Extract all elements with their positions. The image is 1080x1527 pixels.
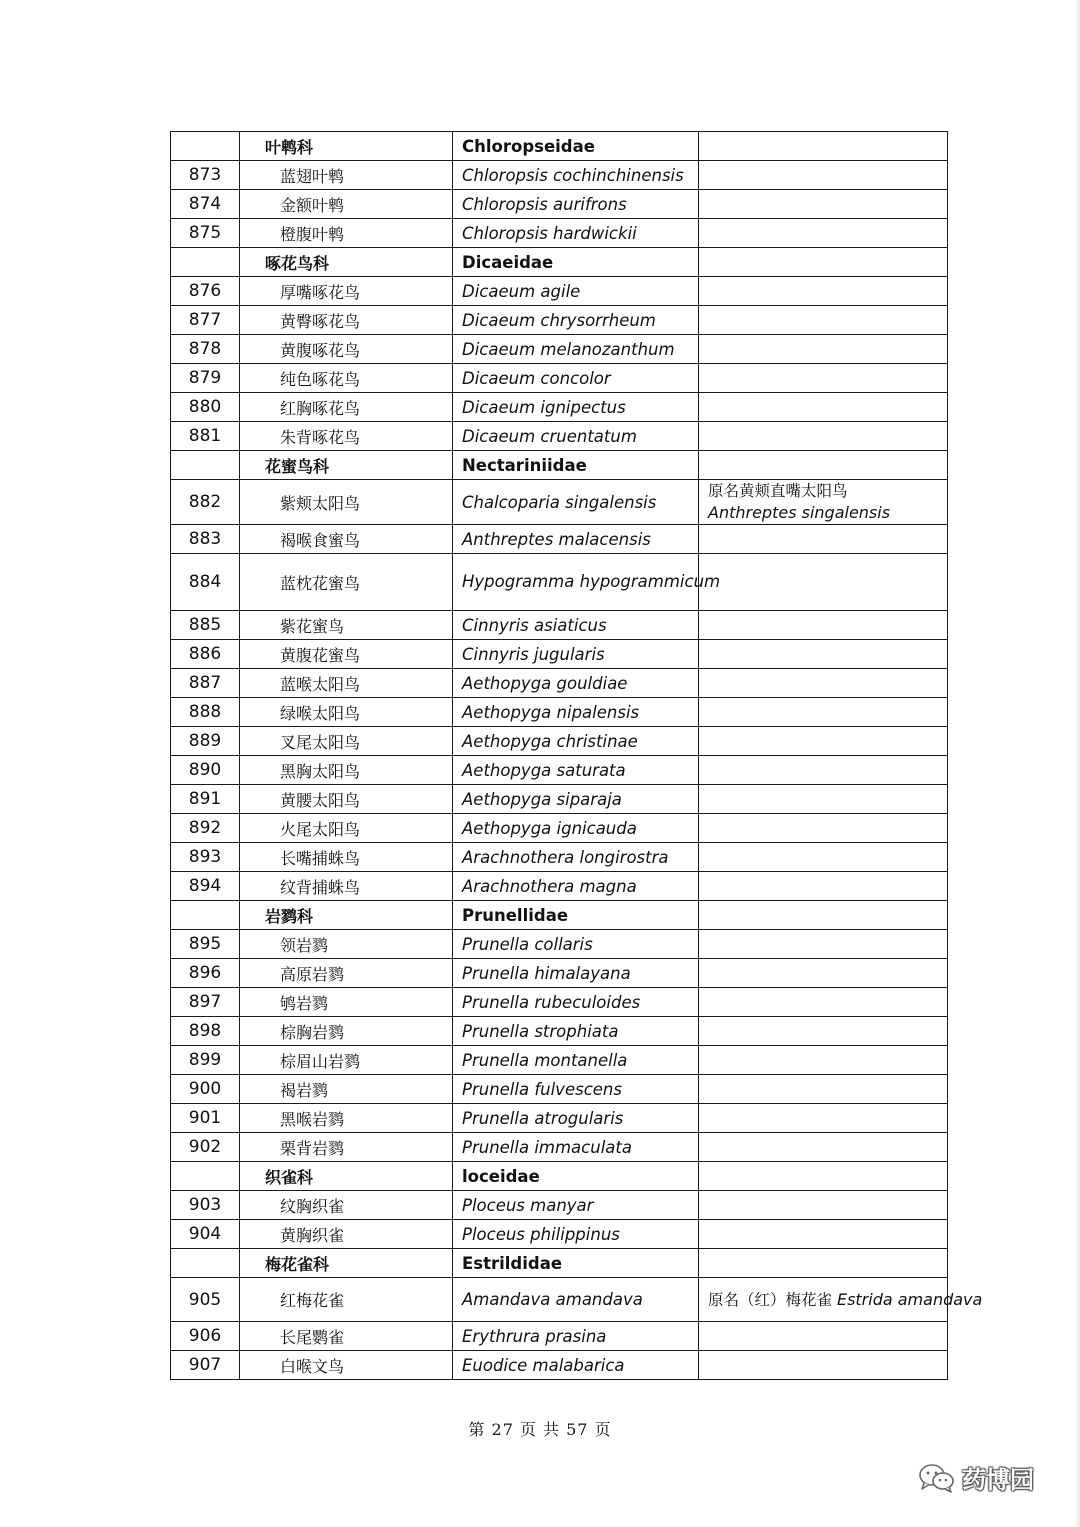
family-scientific-name: Dicaeidae	[453, 248, 699, 277]
family-note-cell	[699, 132, 948, 161]
species-chinese-name: 纹背捕蛛鸟	[240, 872, 453, 901]
species-chinese-name: 棕胸岩鹨	[240, 1017, 453, 1046]
species-scientific-name: Aethopyga nipalensis	[453, 698, 699, 727]
species-number: 904	[171, 1220, 240, 1249]
species-scientific-name: Chloropsis hardwickii	[453, 219, 699, 248]
species-scientific-name: Anthreptes malacensis	[453, 525, 699, 554]
species-row	[171, 554, 948, 611]
species-number: 883	[171, 525, 240, 554]
species-row	[171, 640, 948, 669]
family-note-cell	[699, 1249, 948, 1278]
species-note	[699, 161, 948, 190]
family-row	[171, 901, 948, 930]
species-scientific-name: Cinnyris jugularis	[453, 640, 699, 669]
species-scientific-name: Prunella collaris	[453, 930, 699, 959]
species-scientific-name: Aethopyga gouldiae	[453, 669, 699, 698]
species-chinese-name: 紫颊太阳鸟	[240, 480, 453, 525]
species-scientific-name: Amandava amandava	[453, 1278, 699, 1322]
species-number: 885	[171, 611, 240, 640]
species-scientific-name: Aethopyga ignicauda	[453, 814, 699, 843]
family-chinese-name: 梅花雀科	[240, 1249, 453, 1278]
species-scientific-name: Dicaeum ignipectus	[453, 393, 699, 422]
species-number: 887	[171, 669, 240, 698]
species-scientific-name: Aethopyga siparaja	[453, 785, 699, 814]
species-scientific-name: Prunella rubeculoides	[453, 988, 699, 1017]
species-row	[171, 277, 948, 306]
species-note	[699, 525, 948, 554]
species-row	[171, 959, 948, 988]
species-chinese-name: 褐岩鹨	[240, 1075, 453, 1104]
species-note	[699, 277, 948, 306]
species-note	[699, 1220, 948, 1249]
page-footer: 第 27 页 共 57 页	[468, 1420, 612, 1439]
species-scientific-name: Prunella immaculata	[453, 1133, 699, 1162]
species-row	[171, 1191, 948, 1220]
species-number: 895	[171, 930, 240, 959]
species-chinese-name: 蓝喉太阳鸟	[240, 669, 453, 698]
species-chinese-name: 蓝翅叶鹎	[240, 161, 453, 190]
species-number: 879	[171, 364, 240, 393]
species-chinese-name: 红梅花雀	[240, 1278, 453, 1322]
species-number: 873	[171, 161, 240, 190]
family-chinese-name: 织雀科	[240, 1162, 453, 1191]
species-number: 901	[171, 1104, 240, 1133]
species-row	[171, 1322, 948, 1351]
species-chinese-name: 黄腹啄花鸟	[240, 335, 453, 364]
note-former-scientific-name: Estrida amandava	[836, 1289, 983, 1309]
family-row-number-cell	[171, 248, 240, 277]
species-row	[171, 219, 948, 248]
species-note	[699, 727, 948, 756]
family-row	[171, 1162, 948, 1191]
species-row	[171, 1046, 948, 1075]
family-chinese-name: 啄花鸟科	[240, 248, 453, 277]
species-number: 890	[171, 756, 240, 785]
species-note	[699, 843, 948, 872]
species-row	[171, 727, 948, 756]
species-chinese-name: 黑喉岩鹨	[240, 1104, 453, 1133]
species-note	[699, 872, 948, 901]
species-scientific-name: Dicaeum chrysorrheum	[453, 306, 699, 335]
species-note	[699, 306, 948, 335]
wechat-icon	[918, 1462, 956, 1494]
species-scientific-name: Euodice malabarica	[453, 1351, 699, 1380]
species-number: 889	[171, 727, 240, 756]
species-row	[171, 814, 948, 843]
species-number: 877	[171, 306, 240, 335]
species-scientific-name: Dicaeum cruentatum	[453, 422, 699, 451]
species-chinese-name: 绿喉太阳鸟	[240, 698, 453, 727]
species-number: 902	[171, 1133, 240, 1162]
species-chinese-name: 鸲岩鹨	[240, 988, 453, 1017]
species-row	[171, 872, 948, 901]
species-chinese-name: 朱背啄花鸟	[240, 422, 453, 451]
species-chinese-name: 长嘴捕蛛鸟	[240, 843, 453, 872]
species-scientific-name: Prunella strophiata	[453, 1017, 699, 1046]
species-scientific-name: Aethopyga christinae	[453, 727, 699, 756]
species-scientific-name: Chloropsis aurifrons	[453, 190, 699, 219]
species-note	[699, 422, 948, 451]
species-scientific-name: Ploceus manyar	[453, 1191, 699, 1220]
species-scientific-name: Ploceus philippinus	[453, 1220, 699, 1249]
species-number: 899	[171, 1046, 240, 1075]
species-note	[699, 1075, 948, 1104]
species-number: 891	[171, 785, 240, 814]
family-row-number-cell	[171, 1249, 240, 1278]
species-note	[699, 930, 948, 959]
family-note-cell	[699, 248, 948, 277]
species-chinese-name: 高原岩鹨	[240, 959, 453, 988]
species-scientific-name: Aethopyga saturata	[453, 756, 699, 785]
species-chinese-name: 褐喉食蜜鸟	[240, 525, 453, 554]
species-number: 876	[171, 277, 240, 306]
species-note	[699, 959, 948, 988]
species-number: 874	[171, 190, 240, 219]
species-chinese-name: 棕眉山岩鹨	[240, 1046, 453, 1075]
family-chinese-name: 叶鹎科	[240, 132, 453, 161]
species-row	[171, 306, 948, 335]
species-row	[171, 930, 948, 959]
species-number: 894	[171, 872, 240, 901]
species-row	[171, 698, 948, 727]
species-row	[171, 190, 948, 219]
family-row-number-cell	[171, 132, 240, 161]
species-row	[171, 1104, 948, 1133]
species-scientific-name: Hypogramma hypogrammicum	[453, 554, 699, 611]
species-table	[170, 131, 983, 1380]
species-chinese-name: 金额叶鹎	[240, 190, 453, 219]
family-note-cell	[699, 1162, 948, 1191]
species-note	[699, 219, 948, 248]
species-row	[171, 422, 948, 451]
species-note	[699, 1351, 948, 1380]
watermark-text: 药博园	[962, 1466, 1034, 1494]
species-chinese-name: 橙腹叶鹎	[240, 219, 453, 248]
species-scientific-name: Cinnyris asiaticus	[453, 611, 699, 640]
species-note	[699, 640, 948, 669]
species-row	[171, 611, 948, 640]
species-note	[699, 988, 948, 1017]
species-note	[699, 785, 948, 814]
family-row	[171, 248, 948, 277]
species-chinese-name: 黄胸织雀	[240, 1220, 453, 1249]
species-note	[699, 393, 948, 422]
species-number: 886	[171, 640, 240, 669]
species-note	[699, 1046, 948, 1075]
page-edge-shadow	[1074, 0, 1080, 1527]
species-number: 907	[171, 1351, 240, 1380]
species-scientific-name: Prunella atrogularis	[453, 1104, 699, 1133]
family-chinese-name: 岩鹨科	[240, 901, 453, 930]
species-scientific-name: Erythrura prasina	[453, 1322, 699, 1351]
species-number: 878	[171, 335, 240, 364]
species-row	[171, 1351, 948, 1380]
species-row	[171, 785, 948, 814]
species-number: 880	[171, 393, 240, 422]
species-row	[171, 1278, 948, 1322]
species-note	[699, 669, 948, 698]
species-note	[699, 1104, 948, 1133]
species-scientific-name: Prunella fulvescens	[453, 1075, 699, 1104]
species-chinese-name: 紫花蜜鸟	[240, 611, 453, 640]
species-note	[699, 611, 948, 640]
species-row	[171, 1017, 948, 1046]
species-chinese-name: 领岩鹨	[240, 930, 453, 959]
species-chinese-name: 叉尾太阳鸟	[240, 727, 453, 756]
species-chinese-name: 纹胸织雀	[240, 1191, 453, 1220]
species-row	[171, 1220, 948, 1249]
species-scientific-name: Chalcoparia singalensis	[453, 480, 699, 525]
species-row	[171, 988, 948, 1017]
species-row	[171, 1075, 948, 1104]
family-row-number-cell	[171, 901, 240, 930]
species-scientific-name: Chloropsis cochinchinensis	[453, 161, 699, 190]
family-chinese-name: 花蜜鸟科	[240, 451, 453, 480]
species-number: 893	[171, 843, 240, 872]
family-scientific-name: Prunellidae	[453, 901, 699, 930]
species-note	[699, 756, 948, 785]
species-row	[171, 364, 948, 393]
species-chinese-name: 火尾太阳鸟	[240, 814, 453, 843]
species-chinese-name: 黄腰太阳鸟	[240, 785, 453, 814]
family-scientific-name: Nectariniidae	[453, 451, 699, 480]
species-row	[171, 669, 948, 698]
species-chinese-name: 纯色啄花鸟	[240, 364, 453, 393]
note-former-name: 原名（红）梅花雀	[708, 1290, 833, 1309]
family-scientific-name: Estrildidae	[453, 1249, 699, 1278]
species-number: 884	[171, 554, 240, 611]
species-row	[171, 1133, 948, 1162]
family-row	[171, 1249, 948, 1278]
species-number: 888	[171, 698, 240, 727]
species-note	[699, 814, 948, 843]
watermark	[918, 1460, 1034, 1495]
species-chinese-name: 黑胸太阳鸟	[240, 756, 453, 785]
note-former-scientific-name: Anthreptes singalensis	[708, 503, 891, 522]
species-row	[171, 480, 948, 525]
family-note-cell	[699, 901, 948, 930]
species-note	[699, 1133, 948, 1162]
species-number: 897	[171, 988, 240, 1017]
species-number: 892	[171, 814, 240, 843]
species-scientific-name: Arachnothera magna	[453, 872, 699, 901]
species-chinese-name: 蓝枕花蜜鸟	[240, 554, 453, 611]
species-row	[171, 161, 948, 190]
species-number: 903	[171, 1191, 240, 1220]
species-number: 906	[171, 1322, 240, 1351]
family-row	[171, 451, 948, 480]
species-note	[699, 335, 948, 364]
species-chinese-name: 黄腹花蜜鸟	[240, 640, 453, 669]
species-note	[699, 1322, 948, 1351]
species-note	[699, 1017, 948, 1046]
species-note	[699, 364, 948, 393]
species-table-body	[171, 132, 983, 1380]
species-chinese-name: 栗背岩鹨	[240, 1133, 453, 1162]
species-chinese-name: 长尾鹦雀	[240, 1322, 453, 1351]
species-scientific-name: Prunella himalayana	[453, 959, 699, 988]
family-scientific-name: Chloropseidae	[453, 132, 699, 161]
species-number: 900	[171, 1075, 240, 1104]
family-row-number-cell	[171, 451, 240, 480]
species-number: 881	[171, 422, 240, 451]
family-row	[171, 132, 948, 161]
species-number: 905	[171, 1278, 240, 1322]
species-note	[699, 554, 948, 611]
species-scientific-name: Dicaeum melanozanthum	[453, 335, 699, 364]
species-row	[171, 756, 948, 785]
species-row	[171, 843, 948, 872]
species-note	[699, 698, 948, 727]
note-former-name: 原名黄颊直嘴太阳鸟	[708, 482, 848, 500]
species-chinese-name: 黄臀啄花鸟	[240, 306, 453, 335]
species-scientific-name: Dicaeum agile	[453, 277, 699, 306]
species-number: 896	[171, 959, 240, 988]
species-number: 882	[171, 480, 240, 525]
species-chinese-name: 白喉文鸟	[240, 1351, 453, 1380]
species-note	[699, 1191, 948, 1220]
family-scientific-name: loceidae	[453, 1162, 699, 1191]
species-note	[699, 1278, 983, 1322]
species-chinese-name: 厚嘴啄花鸟	[240, 277, 453, 306]
species-note	[699, 190, 948, 219]
species-scientific-name: Arachnothera longirostra	[453, 843, 699, 872]
species-scientific-name: Prunella montanella	[453, 1046, 699, 1075]
species-row	[171, 393, 948, 422]
species-note	[699, 480, 948, 525]
species-scientific-name: Dicaeum concolor	[453, 364, 699, 393]
species-chinese-name: 红胸啄花鸟	[240, 393, 453, 422]
family-note-cell	[699, 451, 948, 480]
species-number: 875	[171, 219, 240, 248]
species-row	[171, 525, 948, 554]
species-number: 898	[171, 1017, 240, 1046]
species-row	[171, 335, 948, 364]
family-row-number-cell	[171, 1162, 240, 1191]
